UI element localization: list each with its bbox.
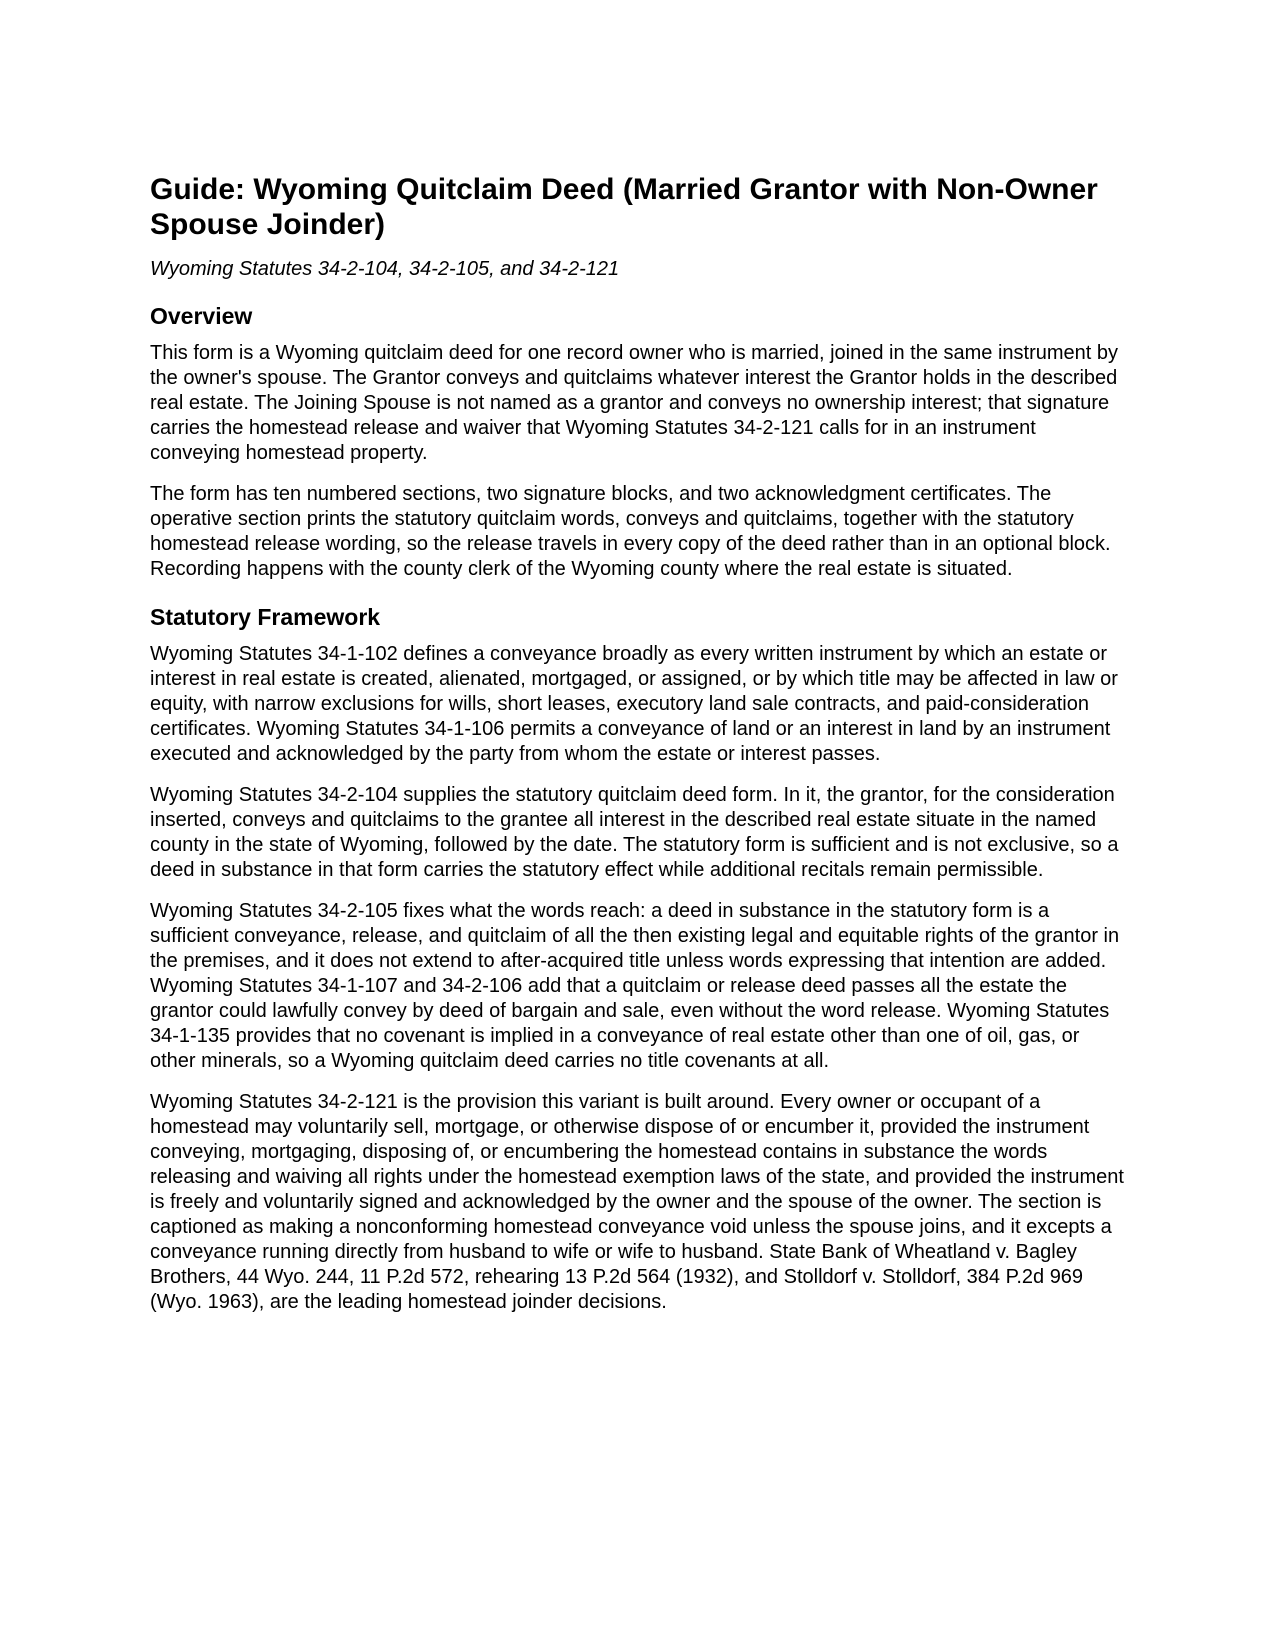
paragraph: This form is a Wyoming quitclaim deed for one record owner who is married, joined in the same instrument by the owner's spouse. The Grantor conveys and quitclaims whatever interest the Grantor holds in the described real estate. The Joining Spouse is not named as a grantor and conveys no ownership interest; that signature carries the homestead release and waiver that Wyoming Statutes 34-2-121 calls for in an instrument conveying homestead property. [150, 342, 1119, 464]
section-statutory-framework [150, 604, 1130, 1315]
document-page [150, 172, 1130, 1331]
paragraph: Wyoming Statutes 34-1-102 defines a conveyance broadly as every written instrument by which an estate or interest in real estate is created, alienated, mortgaged, or assigned, or by which title may be affected in law or equity, with narrow exclusions for wills, short leases, executory land sale contracts, and paid-consideration certificates. Wyoming Statutes 34-1-106 permits a conveyance of land or an interest in land by an instrument executed and acknowledged by the party from whom the estate or interest passes. [150, 643, 1118, 765]
document-subtitle: Wyoming Statutes 34-2-104, 34-2-105, and 34-2-121 [150, 258, 620, 280]
paragraph: The form has ten numbered sections, two signature blocks, and two acknowledgment certificates. The operative section prints the statutory quitclaim words, conveys and quitclaims, together with the statutory homestead release wording, so the release travels in every copy of the deed rather than in an optional block. Recording happens with the county clerk of the Wyoming county where the real estate is situated. [150, 483, 1111, 580]
section-overview [150, 303, 1130, 582]
paragraph: Wyoming Statutes 34-2-104 supplies the statutory quitclaim deed form. In it, the grantor, for the consideration inserted, conveys and quitclaims to the grantee all interest in the described real estate situate in the named county in the state of Wyoming, followed by the date. The statutory form is sufficient and is not exclusive, so a deed in substance in that form carries the statutory effect while additional recitals remain permissible. [150, 784, 1119, 881]
section-heading: Overview [150, 303, 253, 329]
paragraph: Wyoming Statutes 34-2-105 fixes what the words reach: a deed in substance in the statutory form is a sufficient conveyance, release, and quitclaim of all the then existing legal and equitable rights of the grantor in the premises, and it does not extend to after-acquired title unless words expressing that intention are added. Wyoming Statutes 34-1-107 and 34-2-106 add that a quitclaim or release deed passes all the estate the grantor could lawfully convey by deed of bargain and sale, even without the word release. Wyoming Statutes 34-1-135 provides that no covenant is implied in a conveyance of real estate other than one of oil, gas, or other minerals, so a Wyoming quitclaim deed carries no title covenants at all. [150, 900, 1120, 1072]
paragraph: Wyoming Statutes 34-2-121 is the provision this variant is built around. Every owner or occupant of a homestead may voluntarily sell, mortgage, or otherwise dispose of or encumber it, provided the instrument conveying, mortgaging, disposing of, or encumbering the homestead contains in substance the words releasing and waiving all rights under the homestead exemption laws of the state, and provided the instrument is freely and voluntarily signed and acknowledged by the owner and the spouse of the owner. The section is captioned as making a nonconforming homestead conveyance void unless the spouse joins, and it excepts a conveyance running directly from husband to wife or wife to husband. State Bank of Wheatland v. Bagley Brothers, 44 Wyo. 244, 11 P.2d 572, rehearing 13 P.2d 564 (1932), and Stolldorf v. Stolldorf, 384 P.2d 969 (Wyo. 1963), are the leading homestead joinder decisions. [150, 1091, 1124, 1313]
section-heading: Statutory Framework [150, 604, 381, 630]
document-title: Guide: Wyoming Quitclaim Deed (Married Grantor with Non-Owner Spouse Joinder) [150, 173, 1098, 241]
